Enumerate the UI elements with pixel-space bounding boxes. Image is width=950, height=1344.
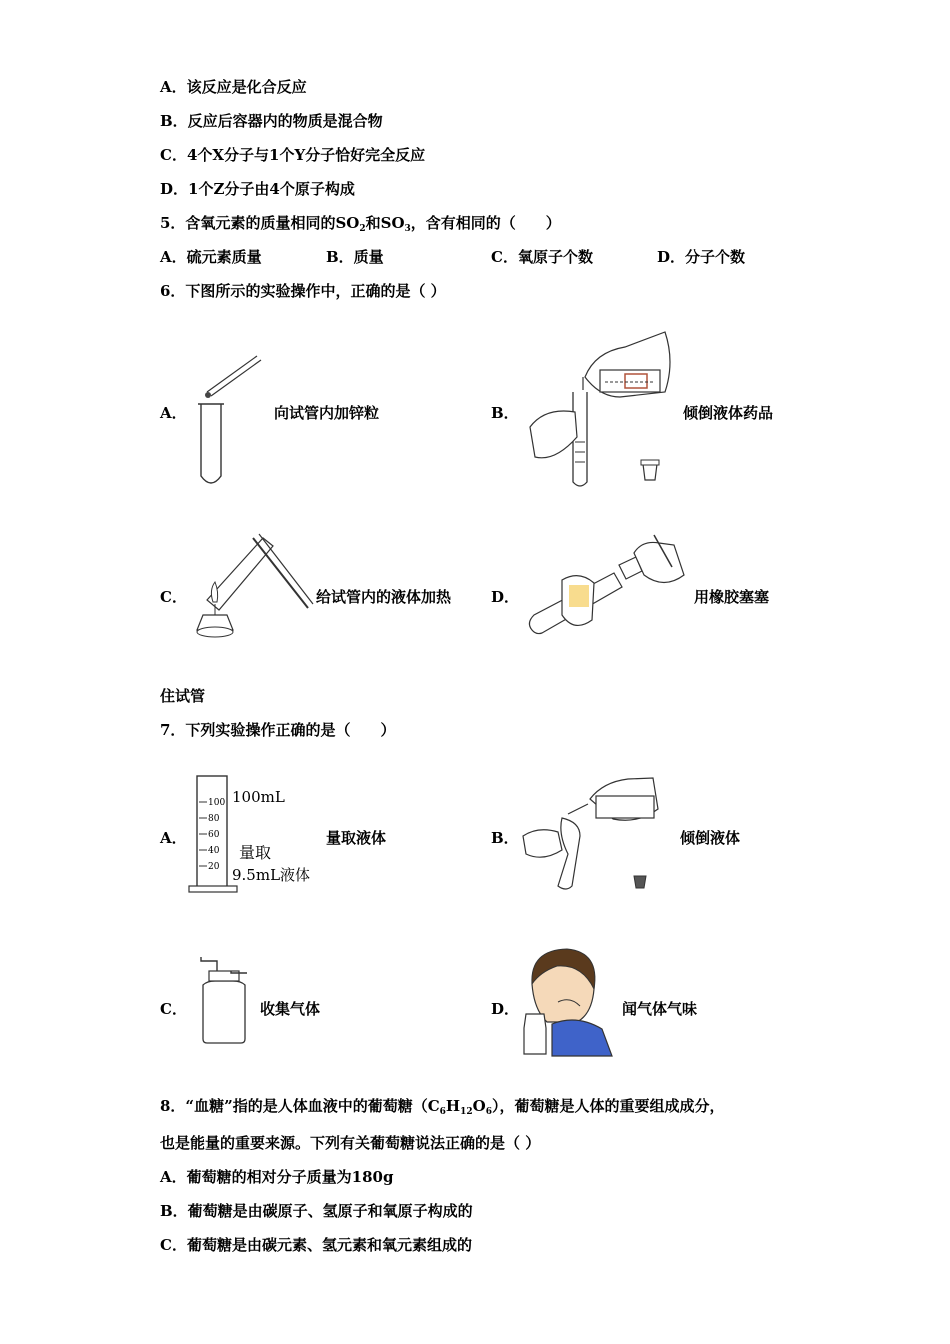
q6-c-figure — [193, 530, 313, 640]
q6-c-caption: 给试管内的液体加热 — [316, 588, 452, 606]
q5-stem: 5．含氧元素的质量相同的$SO_2$和$SO_3$，含有相同的（ ） — [160, 214, 561, 234]
tick-40: 40 — [208, 846, 220, 856]
gas-bottle — [524, 1014, 546, 1054]
gas-bottle — [203, 981, 245, 1043]
q7-b-label: B． — [491, 829, 519, 847]
q7-d-label: D． — [491, 1000, 520, 1018]
q7-d-caption: 闻气体气味 — [622, 1000, 698, 1018]
tweezers-arm-1 — [207, 356, 257, 392]
hand-right — [634, 542, 684, 582]
q8-stem-line2: 也是能量的重要来源。下列有关葡萄糖说法正确的是（ ） — [160, 1134, 541, 1152]
q4-option-c: C．4个X分子与1个Y分子恰好完全反应 — [160, 146, 426, 164]
q6-b-figure — [525, 322, 685, 490]
cylinder-note-2: 9.5mL液体 — [232, 866, 311, 884]
q6-a-label: A． — [160, 404, 187, 422]
stopper — [634, 876, 646, 888]
cylinder-volume: 100mL — [232, 788, 285, 806]
q6-d-caption-cont: 住试管 — [160, 687, 206, 705]
q6-d-caption: 用橡胶塞塞 — [694, 588, 770, 606]
q7-c-label: C． — [160, 1000, 187, 1018]
hand-holding-tube — [530, 411, 577, 458]
q5-option-a: A．硫元素质量 — [160, 248, 262, 266]
q6-a-caption: 向试管内加锌粒 — [274, 404, 380, 422]
test-tube-holder — [253, 538, 308, 608]
test-tube — [558, 818, 580, 889]
flame — [211, 582, 217, 602]
q6-a-figure — [195, 352, 275, 487]
child-shirt — [552, 1020, 612, 1056]
q8-option-a: A．葡萄糖的相对分子质量为180g — [160, 1168, 394, 1186]
q4-option-a: A．该反应是化合反应 — [160, 78, 307, 96]
q4-option-b: B．反应后容器内的物质是混合物 — [160, 112, 383, 130]
q8-option-c: C．葡萄糖是由碳元素、氢元素和氧元素组成的 — [160, 1236, 472, 1254]
q7-a-caption: 量取液体 — [326, 829, 387, 847]
test-tube — [201, 404, 221, 483]
q7-a-label: A． — [160, 829, 187, 847]
tick-20: 20 — [208, 862, 220, 872]
q6-d-label: D． — [491, 588, 520, 606]
q8-stem-line1: 8．“血糖”指的是人体血液中的葡萄糖$(C_6H_{12}O_6)$，葡萄糖是人体的重要组成成分， — [160, 1097, 725, 1117]
q6-stem: 6．下图所示的实验操作中，正确的是（ ） — [160, 282, 446, 300]
hand-holding-tube — [523, 830, 562, 857]
q5-option-c: C．氧原子个数 — [491, 248, 593, 266]
q7-c-figure — [195, 955, 255, 1045]
cylinder-note-1: 量取 — [239, 843, 272, 862]
q8-option-b: B．葡萄糖是由碳原子、氢原子和氧原子构成的 — [160, 1202, 473, 1220]
inlet-tube — [201, 957, 217, 971]
tweezers-arm-2 — [211, 360, 261, 396]
q5-option-b: B．质量 — [326, 248, 384, 266]
q7-stem: 7．下列实验操作正确的是（ ） — [160, 721, 396, 739]
q7-a-figure — [185, 774, 325, 894]
q5-option-d: D．分子个数 — [657, 248, 746, 266]
q6-b-label: B． — [491, 404, 519, 422]
q7-b-figure — [518, 774, 668, 892]
tick-60: 60 — [208, 830, 220, 840]
tick-80: 80 — [208, 814, 220, 824]
stopper — [643, 464, 657, 480]
tick-100: 100 — [208, 798, 226, 808]
q6-b-caption: 倾倒液体药品 — [683, 404, 774, 422]
q7-d-figure — [522, 944, 614, 1058]
q6-c-label: C． — [160, 588, 187, 606]
q7-b-caption: 倾倒液体 — [680, 829, 741, 847]
reagent-bottle — [596, 796, 654, 818]
q4-option-d: D．1个Z分子由4个原子构成 — [160, 180, 355, 198]
zinc-granule — [205, 392, 211, 398]
q7-c-caption: 收集气体 — [260, 1000, 321, 1018]
q6-d-figure — [524, 535, 689, 643]
